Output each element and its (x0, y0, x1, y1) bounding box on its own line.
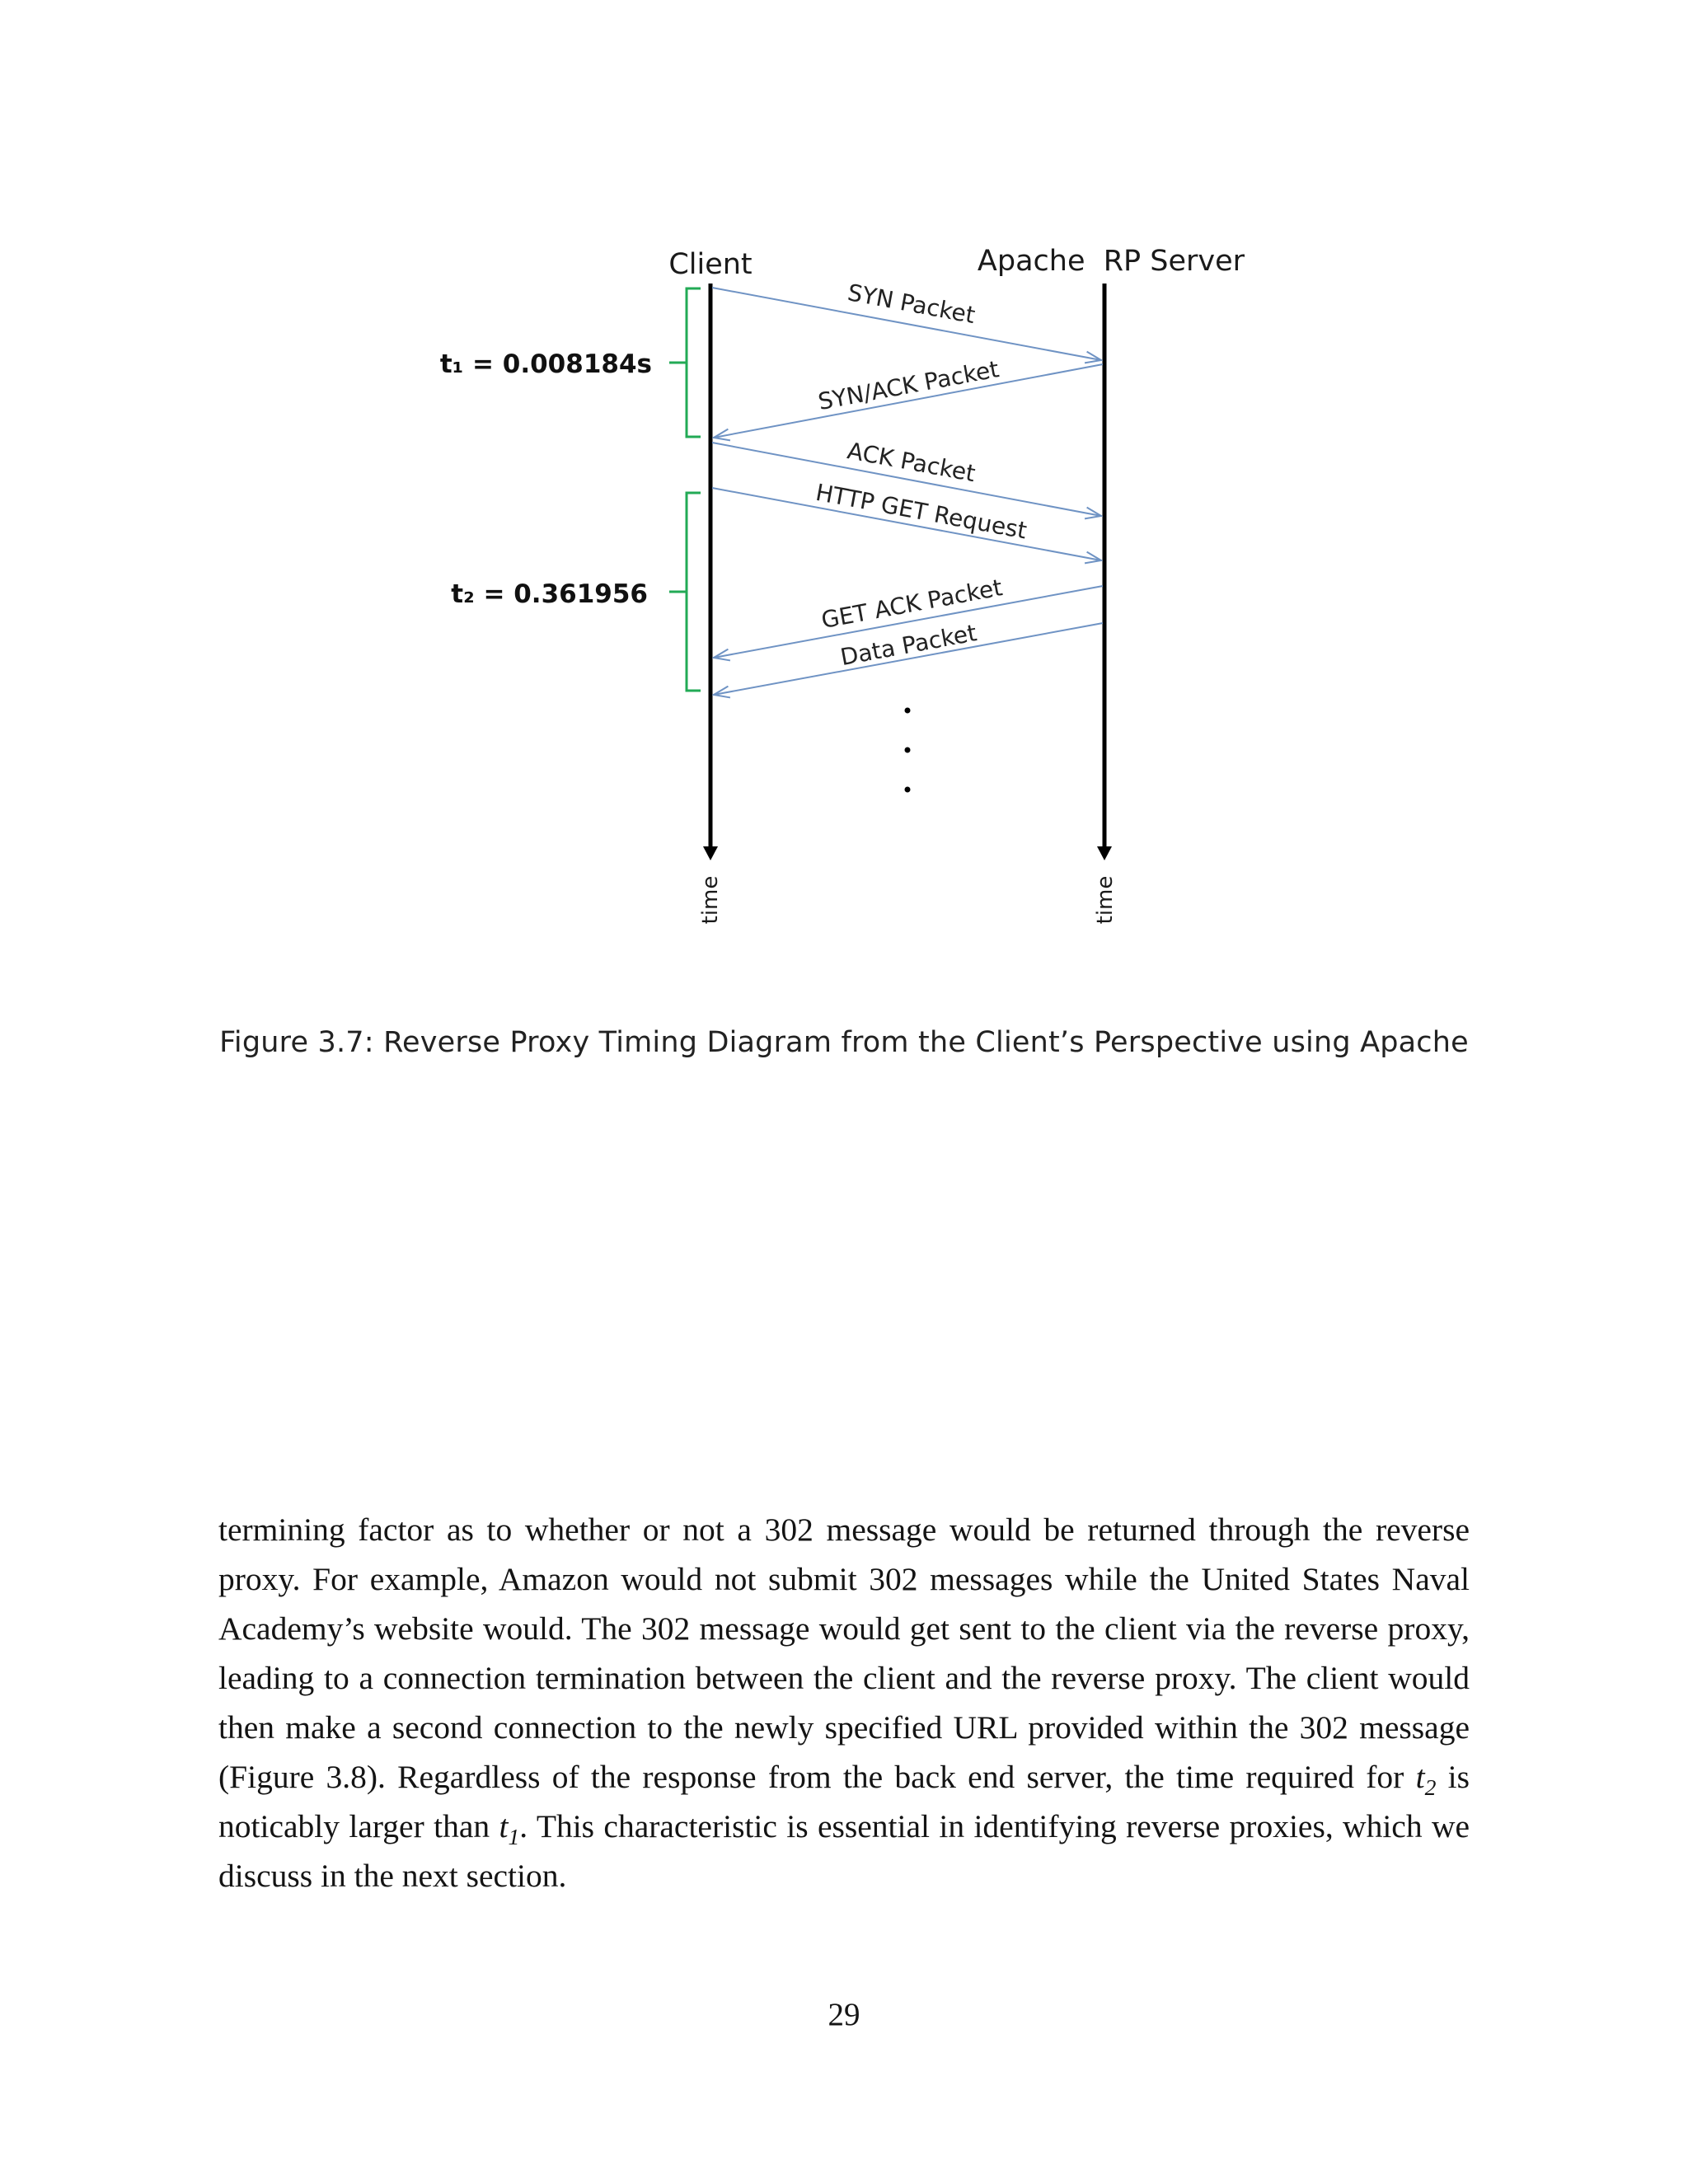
data-packet-label: Data Packet (837, 619, 979, 672)
get-ack-label: GET ACK Packet (818, 574, 1005, 635)
t1-label: t₁ = 0.008184s (439, 349, 652, 379)
body-line (218, 1802, 1470, 1851)
continuation-dot (905, 748, 911, 753)
body-line: discuss in the next section. (218, 1858, 567, 1894)
body-line: proxy. For example, Amazon would not submit 302 messages while the United States Naval (218, 1561, 1470, 1597)
t2-label: t₂ = 0.361956 (451, 579, 648, 609)
continuation-dot (905, 708, 911, 714)
http-get-label: HTTP GET Request (814, 478, 1029, 545)
body-line: leading to a connection termination between the client and the reverse proxy. The client would (218, 1660, 1470, 1696)
server-timeline-arrowhead (1097, 846, 1112, 860)
body-line: termining factor as to whether or not a 302 message would be returned through the reverse (218, 1511, 1470, 1548)
math-variable: $t_1$ (499, 1808, 520, 1849)
body-text-segment: . This characteristic is essential in identifying reverse proxies, which we (519, 1808, 1470, 1844)
ack-label: ACK Packet (845, 437, 978, 488)
server-label: Apache RP Server (977, 245, 1245, 278)
body-line: Academy’s website would. The 302 message would get sent to the client via the reverse proxy, (218, 1610, 1470, 1647)
syn-label: SYN Packet (845, 279, 978, 330)
t2-brace (669, 493, 701, 691)
continuation-dot (905, 787, 911, 793)
body-line (218, 1752, 1470, 1802)
body-line: then make a second connection to the newly specified URL provided within the 302 message (218, 1709, 1470, 1746)
client-timeline-arrowhead (703, 846, 718, 860)
syn-ack-label: SYN/ACK Packet (815, 355, 1001, 416)
body-text-segment: is (1447, 1759, 1470, 1795)
timing-diagram (0, 0, 1688, 1022)
page-number: 29 (828, 1997, 860, 2032)
t1-brace (669, 288, 701, 437)
client-label: Client (668, 248, 753, 281)
body-text-segment: (Figure 3.8). Regardless of the response from the back end server, the time required for (218, 1759, 1404, 1795)
body-paragraph (218, 1505, 1470, 1900)
math-variable: $t_2$ (1415, 1759, 1437, 1800)
body-text-segment: noticably larger than (218, 1808, 490, 1844)
client-time-label: time (698, 875, 723, 925)
figure-caption: Figure 3.7: Reverse Proxy Timing Diagram from the Client’s Perspective using Apache (219, 1026, 1469, 1059)
server-time-label: time (1093, 875, 1118, 925)
